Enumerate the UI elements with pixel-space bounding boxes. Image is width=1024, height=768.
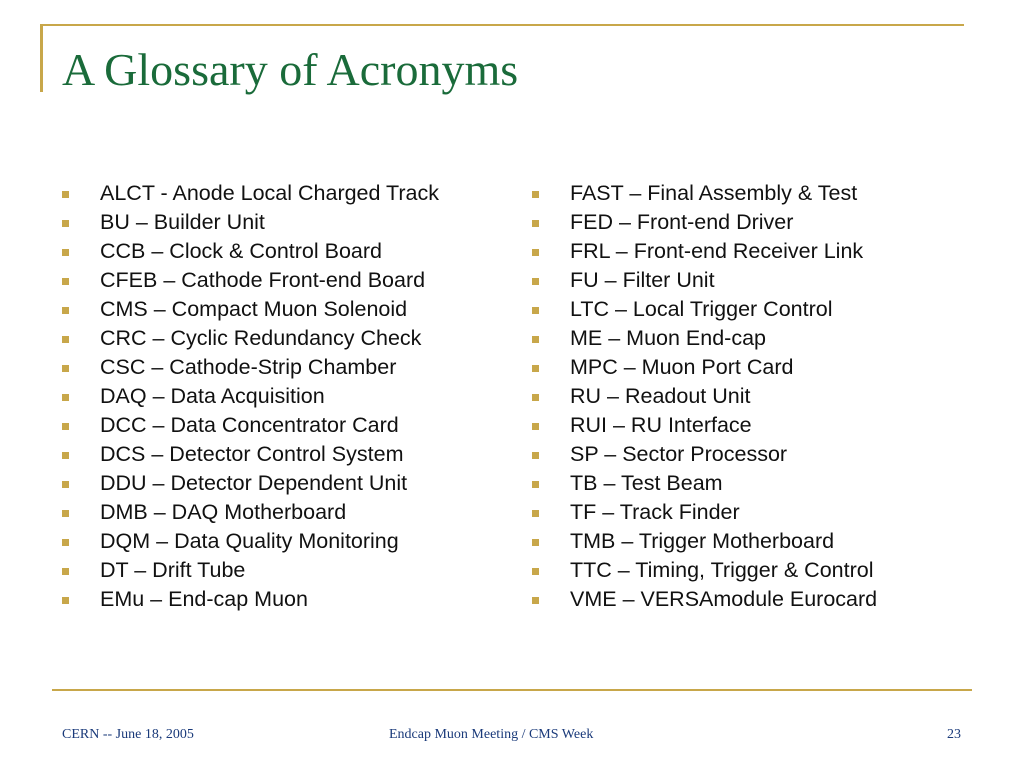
acronym-text: DDU – Detector Dependent Unit <box>100 471 408 495</box>
acronym-text: DCS – Detector Control System <box>100 442 404 466</box>
square-bullet-icon <box>532 336 539 343</box>
square-bullet-icon <box>62 220 69 227</box>
footer-event: Endcap Muon Meeting / CMS Week <box>389 727 594 742</box>
square-bullet-icon <box>532 597 539 604</box>
list-item <box>532 556 877 585</box>
list-item <box>62 324 439 353</box>
list-item <box>62 527 439 556</box>
acronym-text: RUI – RU Interface <box>570 413 752 437</box>
acronym-text: TTC – Timing, Trigger & Control <box>570 558 874 582</box>
list-item <box>62 469 439 498</box>
acronym-text: DCC – Data Concentrator Card <box>100 413 399 437</box>
square-bullet-icon <box>532 220 539 227</box>
square-bullet-icon <box>62 336 69 343</box>
acronym-text: CFEB – Cathode Front-end Board <box>100 268 426 292</box>
list-item <box>62 237 439 266</box>
square-bullet-icon <box>62 423 69 430</box>
square-bullet-icon <box>532 249 539 256</box>
acronym-list-right <box>532 179 877 614</box>
list-item <box>532 440 877 469</box>
acronym-text: LTC – Local Trigger Control <box>570 297 833 321</box>
list-item <box>532 179 877 208</box>
acronym-list-left <box>62 179 439 614</box>
square-bullet-icon <box>532 568 539 575</box>
acronym-text: FU – Filter Unit <box>570 268 715 292</box>
footer-date: CERN -- June 18, 2005 <box>62 727 194 742</box>
list-item <box>62 585 439 614</box>
square-bullet-icon <box>532 307 539 314</box>
square-bullet-icon <box>62 191 69 198</box>
list-item <box>62 295 439 324</box>
list-item <box>62 353 439 382</box>
page-number: 23 <box>947 727 961 742</box>
acronym-text: RU – Readout Unit <box>570 384 751 408</box>
square-bullet-icon <box>62 365 69 372</box>
list-item <box>62 556 439 585</box>
list-item <box>532 469 877 498</box>
square-bullet-icon <box>532 278 539 285</box>
acronym-text: FRL – Front-end Receiver Link <box>570 239 864 263</box>
list-item <box>532 237 877 266</box>
square-bullet-icon <box>532 539 539 546</box>
footer-rule <box>52 689 972 691</box>
square-bullet-icon <box>532 423 539 430</box>
acronym-text: EMu – End-cap Muon <box>100 587 308 611</box>
acronym-text: MPC – Muon Port Card <box>570 355 794 379</box>
acronym-text: BU – Builder Unit <box>100 210 265 234</box>
list-item <box>532 353 877 382</box>
list-item <box>532 527 877 556</box>
acronym-text: CRC – Cyclic Redundancy Check <box>100 326 422 350</box>
square-bullet-icon <box>62 510 69 517</box>
acronym-text: CCB – Clock & Control Board <box>100 239 382 263</box>
square-bullet-icon <box>532 481 539 488</box>
acronym-text: TMB – Trigger Motherboard <box>570 529 835 553</box>
square-bullet-icon <box>62 597 69 604</box>
square-bullet-icon <box>62 307 69 314</box>
acronym-text: TB – Test Beam <box>570 471 723 495</box>
list-item <box>532 382 877 411</box>
acronym-text: ALCT - Anode Local Charged Track <box>100 181 440 205</box>
list-item <box>62 382 439 411</box>
acronym-text: CSC – Cathode-Strip Chamber <box>100 355 397 379</box>
square-bullet-icon <box>62 452 69 459</box>
list-item <box>62 208 439 237</box>
acronym-text: DAQ – Data Acquisition <box>100 384 325 408</box>
square-bullet-icon <box>532 191 539 198</box>
acronym-text: DT – Drift Tube <box>100 558 246 582</box>
list-item <box>62 440 439 469</box>
acronym-text: TF – Track Finder <box>570 500 740 524</box>
square-bullet-icon <box>62 249 69 256</box>
list-item <box>532 498 877 527</box>
acronym-text: SP – Sector Processor <box>570 442 788 466</box>
list-item <box>532 208 877 237</box>
square-bullet-icon <box>62 539 69 546</box>
list-item <box>532 295 877 324</box>
left-frame-rule <box>40 26 43 92</box>
acronym-text: FAST – Final Assembly & Test <box>570 181 858 205</box>
list-item <box>532 411 877 440</box>
list-item <box>62 411 439 440</box>
acronym-text: DQM – Data Quality Monitoring <box>100 529 399 553</box>
acronym-text: CMS – Compact Muon Solenoid <box>100 297 408 321</box>
square-bullet-icon <box>62 568 69 575</box>
list-item <box>532 585 877 614</box>
square-bullet-icon <box>532 452 539 459</box>
acronym-text: FED – Front-end Driver <box>570 210 794 234</box>
list-item <box>532 324 877 353</box>
acronym-text: VME – VERSAmodule Eurocard <box>570 587 878 611</box>
top-frame-rule <box>40 24 964 26</box>
square-bullet-icon <box>62 481 69 488</box>
slide-title: A Glossary of Acronyms <box>62 44 519 95</box>
square-bullet-icon <box>62 394 69 401</box>
acronym-text: DMB – DAQ Motherboard <box>100 500 347 524</box>
square-bullet-icon <box>532 394 539 401</box>
square-bullet-icon <box>62 278 69 285</box>
list-item <box>532 266 877 295</box>
list-item <box>62 179 439 208</box>
list-item <box>62 498 439 527</box>
square-bullet-icon <box>532 510 539 517</box>
list-item <box>62 266 439 295</box>
acronym-text: ME – Muon End-cap <box>570 326 766 350</box>
square-bullet-icon <box>532 365 539 372</box>
